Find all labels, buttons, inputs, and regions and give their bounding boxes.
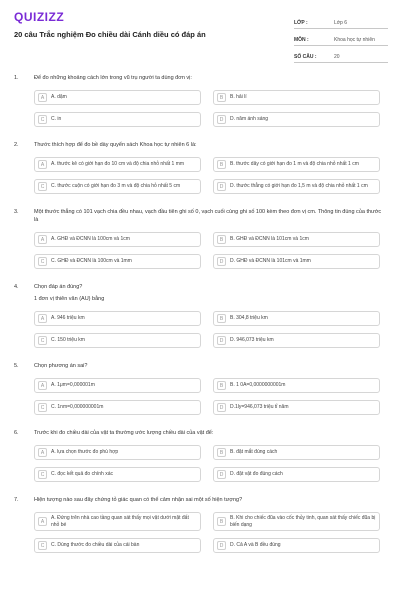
option-letter: D bbox=[217, 403, 226, 412]
question-list bbox=[0, 74, 400, 553]
meta-value: 20 bbox=[334, 54, 340, 60]
option-letter: C bbox=[38, 541, 47, 550]
option-a[interactable] bbox=[34, 311, 201, 326]
option-text: D. đặt vật đo đúng cách bbox=[230, 471, 283, 478]
option-d[interactable] bbox=[213, 333, 380, 348]
meta-value: Khoa học tự nhiên bbox=[334, 37, 375, 43]
option-text: B. thước dây có giới hạn đo 1 m và độ chia nhỏ nhất 1 cm bbox=[230, 161, 359, 168]
option-c[interactable] bbox=[34, 179, 201, 194]
option-d[interactable] bbox=[213, 400, 380, 415]
option-text: B. Khi cho chiếc đũa vào cốc thủy tinh, quan sát thấy chiếc đũa bị biến dạng bbox=[230, 515, 376, 528]
meta-label: SỐ CÂU : bbox=[294, 54, 317, 60]
option-d[interactable] bbox=[213, 538, 380, 553]
option-letter: C bbox=[38, 182, 47, 191]
option-text: D. thước thẳng có giới hạn đo 1,5 m và độ chia nhỏ nhất 1 cm bbox=[230, 183, 368, 190]
option-text: C. in bbox=[51, 116, 62, 123]
question-7 bbox=[0, 496, 400, 553]
option-text: D. Cả A và B đều đúng bbox=[230, 542, 281, 549]
option-letter: B bbox=[217, 235, 226, 244]
option-a[interactable] bbox=[34, 378, 201, 393]
option-text: A. lựa chọn thước đo phù hợp bbox=[51, 449, 119, 456]
option-c[interactable] bbox=[34, 333, 201, 348]
option-letter: B bbox=[217, 381, 226, 390]
question-text: Một thước thẳng có 101 vạch chia đều nhau, vạch đầu tiên ghi số 0, vạch cuối cùng ghi số 100 kèm theo đơn vị cm. Thông tin đúng của thước là bbox=[34, 209, 382, 223]
option-d[interactable] bbox=[213, 112, 380, 127]
question-4 bbox=[0, 283, 400, 348]
option-text: D. 946,073 triệu km bbox=[230, 337, 274, 344]
option-b[interactable] bbox=[213, 512, 380, 531]
question-text: Để đo những khoảng cách lớn trong vũ trụ người ta dùng đơn vị: bbox=[34, 75, 192, 81]
option-b[interactable] bbox=[213, 90, 380, 105]
option-letter: D bbox=[217, 541, 226, 550]
option-text: C. GHĐ và ĐCNN là 100cm và 1mm bbox=[51, 258, 132, 265]
question-6 bbox=[0, 429, 400, 482]
option-letter: D bbox=[217, 257, 226, 266]
option-c[interactable] bbox=[34, 467, 201, 482]
option-letter: B bbox=[217, 93, 226, 102]
option-a[interactable] bbox=[34, 445, 201, 460]
meta-row-count bbox=[294, 46, 388, 63]
meta-label: LỚP : bbox=[294, 20, 308, 26]
quizizz-logo: QUIZIZZ bbox=[14, 10, 65, 24]
option-b[interactable] bbox=[213, 232, 380, 247]
option-text: A. 1μm=0,000001m bbox=[51, 382, 95, 389]
option-text: A. GHĐ và ĐCNN là 100cm và 1cm bbox=[51, 236, 130, 243]
option-letter: D bbox=[217, 115, 226, 124]
option-text: C. thước cuộn có giới hạn đo 3 m và độ chia hỏ nhất 5 cm bbox=[51, 183, 181, 190]
option-letter: A bbox=[38, 160, 47, 169]
meta-table bbox=[294, 12, 388, 63]
meta-label: MÔN : bbox=[294, 37, 309, 43]
question-number: 2. bbox=[14, 142, 19, 148]
option-text: D.1ly=946,073 triệu tỉ năm bbox=[230, 404, 289, 411]
option-c[interactable] bbox=[34, 254, 201, 269]
option-text: B. 304,8 triệu km bbox=[230, 315, 268, 322]
question-subtext: 1 đơn vị thiên văn (AU) bằng bbox=[34, 296, 105, 302]
question-number: 6. bbox=[14, 430, 19, 436]
option-a[interactable] bbox=[34, 232, 201, 247]
option-text: C. đọc kết quả đo chính xác bbox=[51, 471, 113, 478]
option-text: C. 150 triệu km bbox=[51, 337, 85, 344]
option-c[interactable] bbox=[34, 112, 201, 127]
question-text: Trước khi đo chiều dài của vật ta thường ước lượng chiều dài của vật để: bbox=[34, 430, 214, 436]
question-2 bbox=[0, 141, 400, 194]
option-text: A. thước kẻ có giới hạn đo 10 cm và độ chia nhỏ nhất 1 mm bbox=[51, 161, 185, 168]
option-letter: C bbox=[38, 115, 47, 124]
meta-row-class bbox=[294, 12, 388, 29]
question-text: Chọn phương án sai? bbox=[34, 363, 88, 369]
question-text: Chọn đáp án đúng? bbox=[34, 284, 83, 290]
question-text: Hiện tượng nào sau đây chứng tỏ giác quan có thể cảm nhận sai một số hiện tượng? bbox=[34, 497, 243, 503]
question-number: 3. bbox=[14, 209, 19, 215]
option-letter: A bbox=[38, 93, 47, 102]
option-text: C. Dùng thước đo chiều dài của cái bàn bbox=[51, 542, 140, 549]
option-letter: A bbox=[38, 448, 47, 457]
option-text: B. GHĐ và ĐCNN là 101cm và 1cm bbox=[230, 236, 309, 243]
option-d[interactable] bbox=[213, 179, 380, 194]
option-text: A. 946 triệu km bbox=[51, 315, 85, 322]
option-letter: A bbox=[38, 235, 47, 244]
option-d[interactable] bbox=[213, 467, 380, 482]
meta-value: Lớp 6 bbox=[334, 20, 348, 26]
option-letter: D bbox=[217, 470, 226, 479]
option-letter: D bbox=[217, 336, 226, 345]
option-text: B. đặt mắt đúng cách bbox=[230, 449, 278, 456]
option-text: D. GHĐ và ĐCNN là 101cm và 1mm bbox=[230, 258, 311, 265]
option-letter: C bbox=[38, 403, 47, 412]
question-number: 5. bbox=[14, 363, 19, 369]
option-letter: C bbox=[38, 470, 47, 479]
option-letter: A bbox=[38, 517, 47, 526]
option-b[interactable] bbox=[213, 311, 380, 326]
question-number: 1. bbox=[14, 75, 19, 81]
option-letter: B bbox=[217, 160, 226, 169]
option-a[interactable] bbox=[34, 90, 201, 105]
option-text: B. 1 0A=0,0000000001m bbox=[230, 382, 286, 389]
question-1 bbox=[0, 74, 400, 127]
option-letter: C bbox=[38, 336, 47, 345]
option-letter: C bbox=[38, 257, 47, 266]
option-letter: A bbox=[38, 381, 47, 390]
option-letter: B bbox=[217, 314, 226, 323]
option-letter: B bbox=[217, 517, 226, 526]
option-text: D. năm ánh sáng bbox=[230, 116, 269, 123]
worksheet-header bbox=[0, 0, 400, 64]
option-b[interactable] bbox=[213, 445, 380, 460]
option-c[interactable] bbox=[34, 400, 201, 415]
question-number: 4. bbox=[14, 284, 19, 290]
question-5 bbox=[0, 362, 400, 415]
option-a[interactable] bbox=[34, 157, 201, 172]
question-number: 7. bbox=[14, 497, 19, 503]
option-b[interactable] bbox=[213, 157, 380, 172]
question-text: Thước thích hợp để đo bề dày quyển sách Khoa học tự nhiên 6 là: bbox=[34, 142, 197, 148]
page-title: 20 câu Trắc nghiệm Đo chiều dài Cánh diều có đáp án bbox=[14, 30, 206, 39]
question-3 bbox=[0, 208, 400, 269]
meta-row-subject bbox=[294, 29, 388, 46]
option-c[interactable] bbox=[34, 538, 201, 553]
option-b[interactable] bbox=[213, 378, 380, 393]
option-letter: D bbox=[217, 182, 226, 191]
option-d[interactable] bbox=[213, 254, 380, 269]
option-text: C. 1nm=0,000000001m bbox=[51, 404, 104, 411]
option-text: A. dặm bbox=[51, 94, 67, 101]
option-text: A. Đứng trên nhà cao tầng quan sát thấy mọi vật dưới mặt đất nhỏ bé bbox=[51, 515, 189, 528]
option-letter: A bbox=[38, 314, 47, 323]
option-letter: B bbox=[217, 448, 226, 457]
option-text: B. hải lí bbox=[230, 94, 247, 101]
option-a[interactable] bbox=[34, 512, 201, 531]
